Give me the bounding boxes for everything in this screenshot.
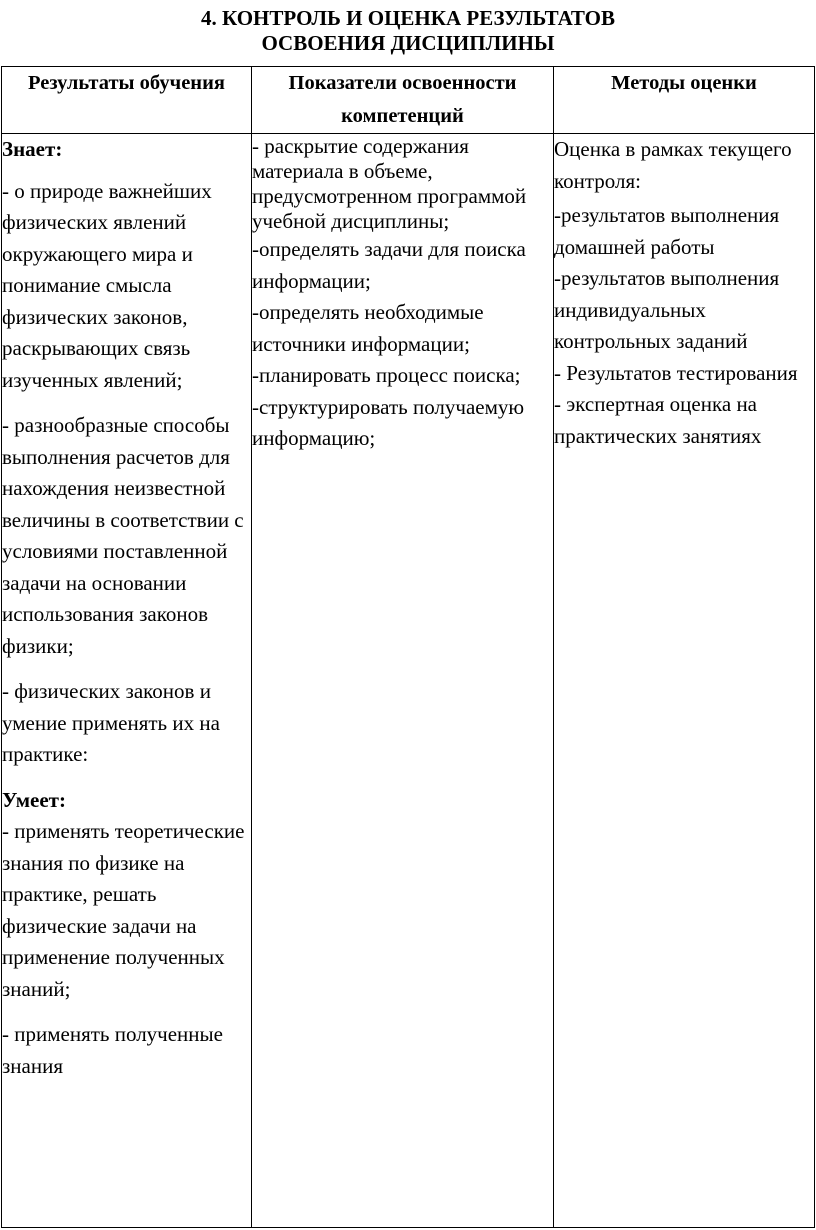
can-item: - применять теоретические знания по физике на практике, решать физические задачи на применение полученных знаний; (2, 819, 245, 1001)
method-item: -результатов выполнения домашней работы (554, 203, 780, 259)
learning-results-cell (2, 134, 252, 1228)
table-header-row (2, 67, 815, 134)
knows-item: - физических законов и умение применять их на практике: (2, 679, 220, 766)
title-line-1: 4. КОНТРОЛЬ И ОЦЕНКА РЕЗУЛЬТАТОВ (201, 6, 615, 30)
header-assessment-methods: Методы оценки (554, 67, 815, 134)
results-table (1, 66, 815, 1228)
can-heading: Умеет: (2, 787, 66, 812)
knows-heading: Знает: (2, 137, 63, 161)
title-line-2: ОСВОЕНИЯ ДИСЦИПЛИНЫ (261, 31, 555, 55)
method-item: - Результатов тестирования (554, 360, 798, 385)
competence-indicators-cell (252, 134, 554, 1228)
indicator-item: -определять задачи для поиска информации; (252, 237, 526, 293)
knows-item: - о природе важнейших физических явлений окружающего мира и понимание смысла физических законов, раскрывающих связь изученных явлений; (2, 178, 212, 392)
header-learning-results: Результаты обучения (2, 67, 252, 134)
indicator-item: -планировать процесс поиска; (252, 363, 521, 387)
assessment-methods-cell (554, 134, 815, 1228)
indicator-item: -структурировать получаемую информацию; (252, 394, 525, 450)
document-title (0, 6, 816, 56)
header-competence-indicators: Показатели освоенности компетенций (252, 67, 554, 134)
indicator-item: - раскрытие содержания материала в объеме, предусмотренном программой учебной дисциплины; (252, 134, 527, 233)
knows-item: - разнообразные способы выполнения расчетов для нахождения неизвестной величины в соответствии с условиями поставленной задачи на основании использования законов физики; (2, 413, 244, 658)
method-item: -результатов выполнения индивидуальных контрольных заданий (554, 266, 780, 353)
method-item: Оценка в рамках текущего контроля: (554, 137, 792, 193)
table-row (2, 134, 815, 1228)
method-item: - экспертная оценка на практических занятиях (554, 392, 762, 448)
can-item: - применять полученные знания (2, 1022, 223, 1078)
indicator-item: -определять необходимые источники информации; (252, 300, 484, 356)
